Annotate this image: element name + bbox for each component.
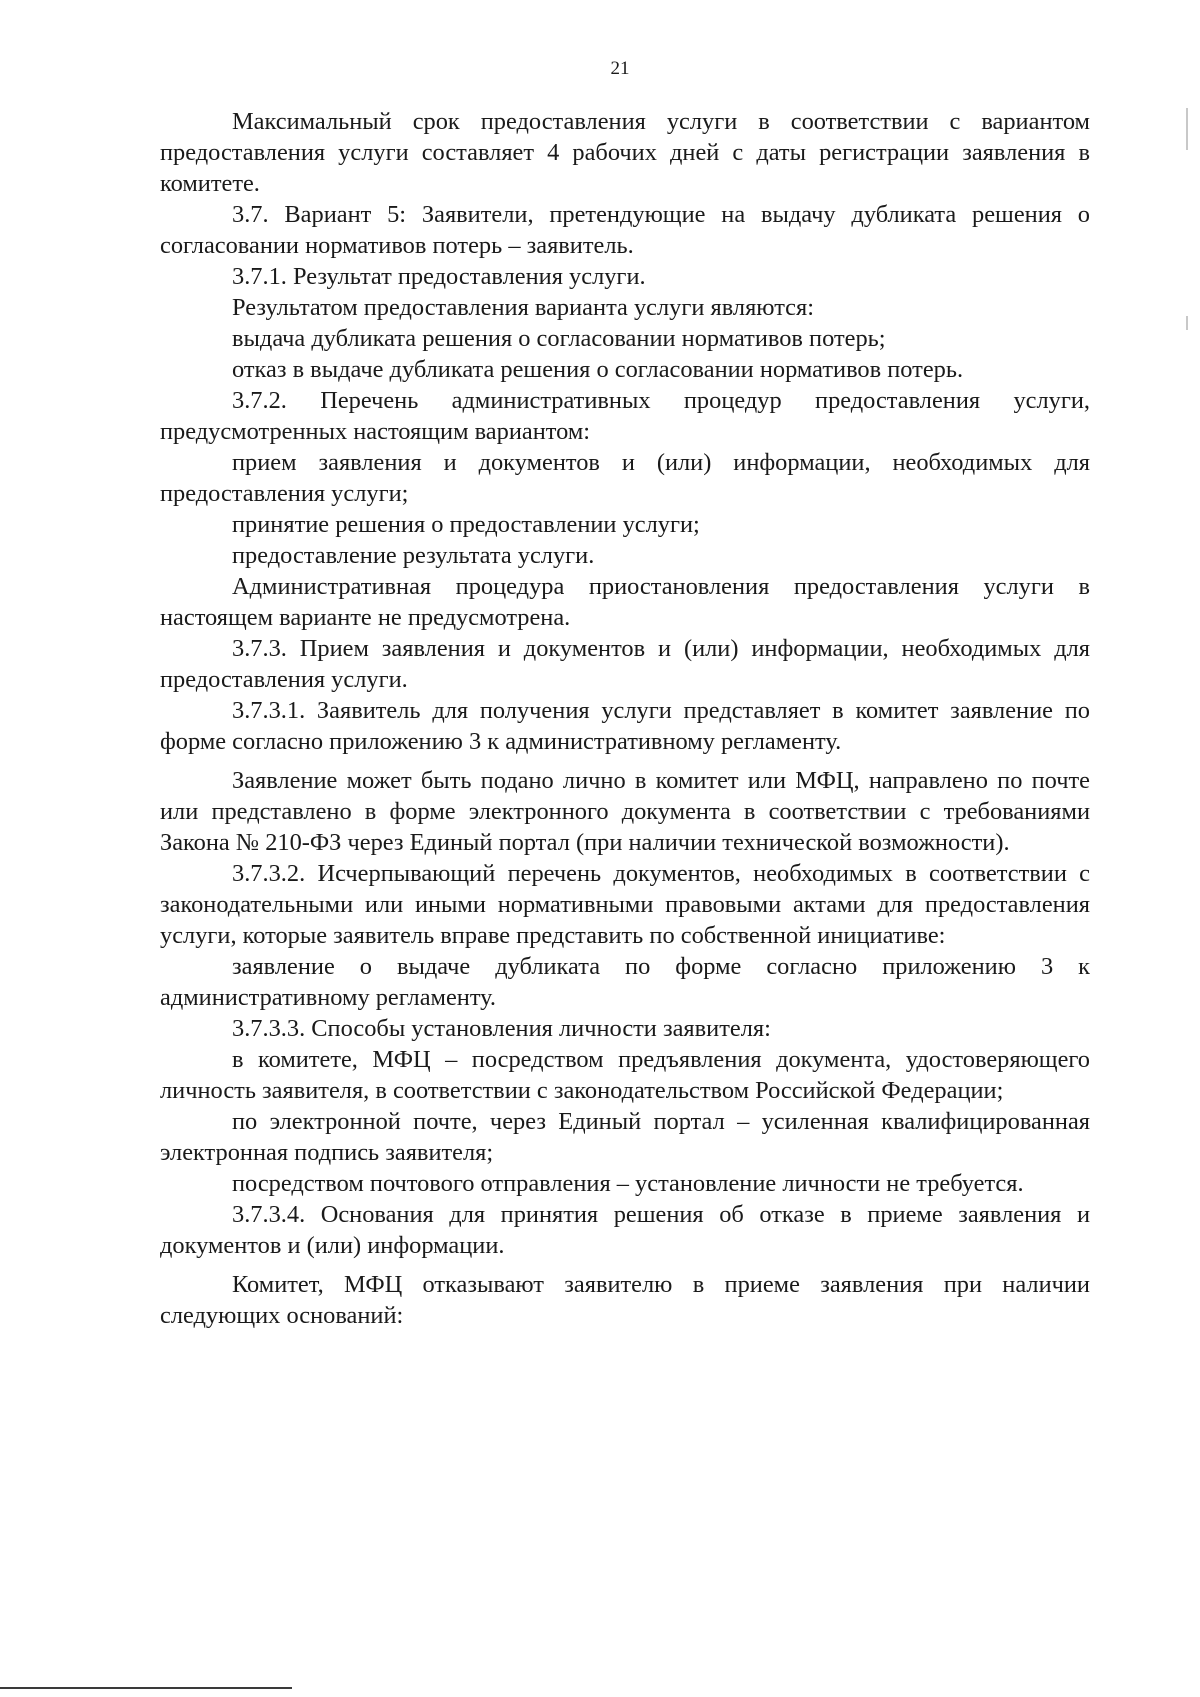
- paragraph-3-7-3-reception: 3.7.3. Прием заявления и документов и (или) информации, необходимых для предоставления услуги.: [160, 635, 1090, 693]
- page-number: 21: [610, 58, 630, 79]
- document-body: [160, 106, 1090, 1331]
- list-item-identity-post: посредством почтового отправления – установление личности не требуется.: [232, 1170, 1024, 1197]
- scan-artifact: [1186, 108, 1188, 150]
- paragraph-refusal-intro: Комитет, МФЦ отказывают заявителю в приеме заявления при наличии следующих оснований:: [160, 1271, 1090, 1329]
- paragraph-3-7-3-3-identity: 3.7.3.3. Способы установления личности заявителя:: [232, 1015, 771, 1042]
- list-item-issue-duplicate: выдача дубликата решения о согласовании нормативов потерь;: [232, 325, 886, 352]
- paragraph-suspension: Административная процедура приостановления предоставления услуги в настоящем варианте не предусмотрена.: [160, 573, 1090, 631]
- list-item-identity-in-person: в комитете, МФЦ – посредством предъявления документа, удостоверяющего личность заявителя, в соответствии с законодательством Российской Федерации;: [160, 1046, 1090, 1104]
- paragraph-max-term: Максимальный срок предоставления услуги в соответствии с вариантом предоставления услуги составляет 4 рабочих дней с даты регистрации заявления в комитете.: [160, 108, 1090, 197]
- list-item-duplicate-application: заявление о выдаче дубликата по форме согласно приложению 3 к административному регламенту.: [160, 953, 1090, 1011]
- paragraph-3-7-variant-5: 3.7. Вариант 5: Заявители, претендующие на выдачу дубликата решения о согласовании нормативов потерь – заявитель.: [160, 201, 1090, 259]
- list-item-refusal: отказ в выдаче дубликата решения о согласовании нормативов потерь.: [232, 356, 964, 383]
- scan-edge-line: [0, 1687, 292, 1689]
- paragraph-result-intro: Результатом предоставления варианта услуги являются:: [232, 294, 814, 321]
- paragraph-3-7-3-2-documents: 3.7.3.2. Исчерпывающий перечень документов, необходимых в соответствии с законодательными или иными нормативными правовыми актами для предоставления услуги, которые заявитель вправе представить по собственной инициативе:: [160, 860, 1090, 949]
- list-item-identity-electronic: по электронной почте, через Единый портал – усиленная квалифицированная электронная подпись заявителя;: [160, 1108, 1090, 1166]
- paragraph-3-7-2-procedures: 3.7.2. Перечень административных процедур предоставления услуги, предусмотренных настоящим вариантом:: [160, 387, 1090, 445]
- paragraph-submission-methods: Заявление может быть подано лично в комитет или МФЦ, направлено по почте или представлено в форме электронного документа в соответствии с требованиями Закона № 210-ФЗ через Единый портал (при наличии технической возможности).: [160, 767, 1090, 856]
- list-item-reception: прием заявления и документов и (или) информации, необходимых для предоставления услуги;: [160, 449, 1090, 507]
- list-item-decision: принятие решения о предоставлении услуги;: [232, 511, 700, 538]
- paragraph-3-7-1-result: 3.7.1. Результат предоставления услуги.: [232, 263, 646, 290]
- list-item-provision: предоставление результата услуги.: [232, 542, 595, 569]
- scan-artifact: [1186, 316, 1188, 330]
- paragraph-3-7-3-1-applicant: 3.7.3.1. Заявитель для получения услуги представляет в комитет заявление по форме согласно приложению 3 к административному регламенту.: [160, 697, 1090, 755]
- paragraph-3-7-3-4-refusal-grounds: 3.7.3.4. Основания для принятия решения об отказе в приеме заявления и документов и (или) информации.: [160, 1201, 1090, 1259]
